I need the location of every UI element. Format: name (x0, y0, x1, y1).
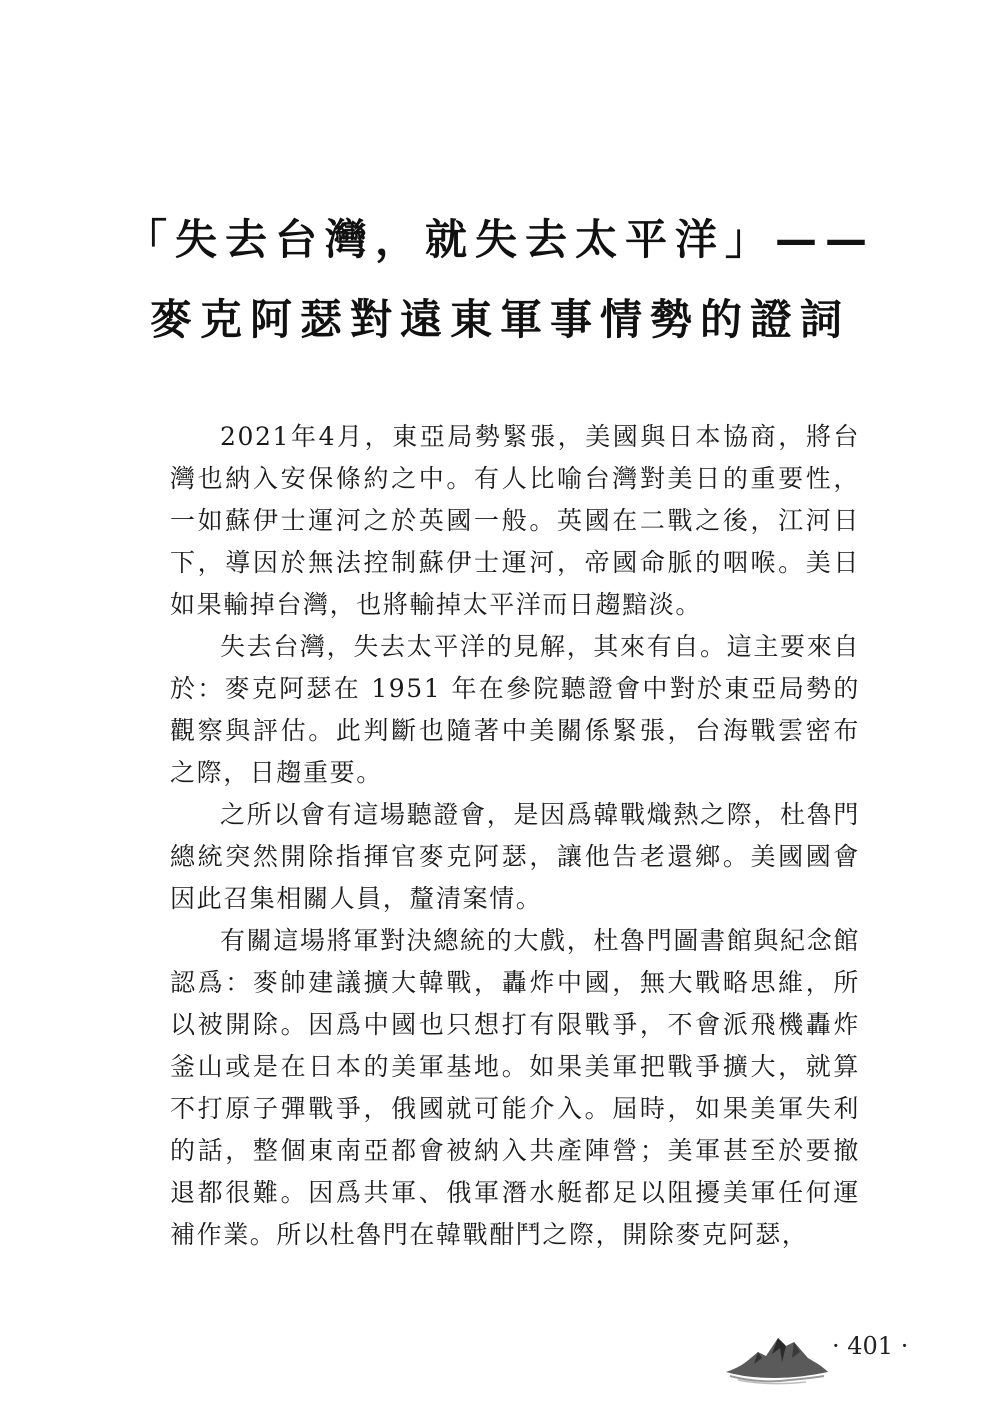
paragraph-2: 失去台灣，失去太平洋的見解，其來有自。這主要來自於：麥克阿瑟在 1951 年在參院聽證會中對於東亞局勢的觀察與評估。此判斷也隨著中美關係緊張，台海戰雲密布之際，日趨重要。 (170, 632, 860, 787)
paragraph-4: 有關這場將軍對決總統的大戲，杜魯門圖書館與紀念館認爲：麥帥建議擴大韓戰，轟炸中國，無大戰略思維，所以被開除。因爲中國也只想打有限戰爭，不會派飛機轟炸釜山或是在日本的美軍基地。如果美軍把戰爭擴大，就算不打原子彈戰爭，俄國就可能介入。屆時，如果美軍失利的話，整個東南亞都會被納入共產陣營；美軍甚至於要撤退都很難。因爲共軍、俄軍潛水艇都足以阻擾美軍任何運補作業。所以杜魯門在韓戰酣鬥之際，開除麥克阿瑟， (170, 926, 860, 1249)
chapter-title (120, 200, 880, 360)
title-line-1: 「失去台灣，就失去太平洋」—— (124, 215, 875, 264)
paragraph-1: 2021年4月，東亞局勢緊張，美國與日本協商，將台灣也納入安保條約之中。有人比喻台灣對美日的重要性，一如蘇伊士運河之於英國一般。英國在二戰之後，江河日下，導因於無法控制蘇伊士運河，帝國命脈的咽喉。美日如果輸掉台灣，也將輸掉太平洋而日趨黯淡。 (170, 422, 860, 619)
page-footer (720, 1318, 940, 1398)
title-line-2: 麥克阿瑟對遠東軍事情勢的證詞 (149, 295, 850, 344)
mountain-icon (720, 1318, 830, 1388)
page-number: · 401 · (832, 1332, 909, 1360)
paragraph-3: 之所以會有這場聽證會，是因爲韓戰熾熱之際，杜魯門總統突然開除指揮官麥克阿瑟，讓他告老還鄉。美國國會因此召集相關人員，釐清案情。 (170, 800, 860, 913)
body-text (170, 416, 860, 1256)
